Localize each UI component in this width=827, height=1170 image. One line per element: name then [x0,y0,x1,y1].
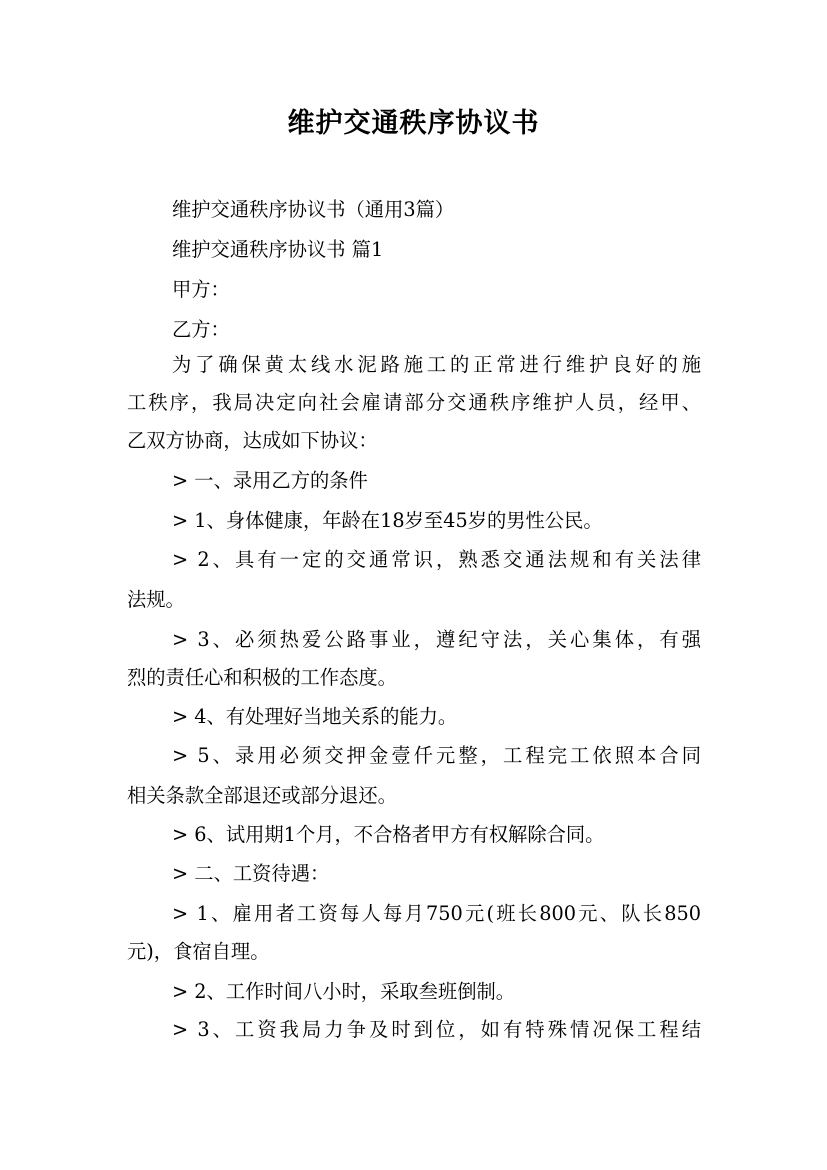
clause-line: > 1、身体健康，年龄在18岁至45岁的男性公民。 [172,509,603,532]
clause-line: > 2、工作时间八小时，采取叁班倒制。 [172,980,516,1003]
clause-line: > 4、有处理好当地关系的能力。 [172,705,458,728]
clause-line: > 3、必须热爱公路事业，遵纪守法，关心集体，有强 [172,628,701,651]
party-b-line: 乙方： [172,318,230,341]
document-title: 维护交通秩序协议书 [287,108,540,139]
clause-line: 法规。 [127,588,185,611]
clause-heading: > 一、录用乙方的条件 [172,469,368,492]
clause-line: > 2、具有一定的交通常识，熟悉交通法规和有关法律 [172,548,701,571]
subtitle-line: 维护交通秩序协议书（通用3篇） [172,198,455,221]
clause-line: > 6、试用期1个月，不合格者甲方有权解除合同。 [172,823,605,846]
paragraph-line: 乙双方协商，达成如下协议： [127,429,378,452]
clause-line: 相关条款全部退还或部分退还。 [127,784,397,807]
clause-heading: > 二、工资待遇： [172,862,330,885]
section-heading: 维护交通秩序协议书 篇1 [172,238,384,261]
paragraph-line: 为了确保黄太线水泥路施工的正常进行维护良好的施 [172,353,701,376]
clause-line: > 3、工资我局力争及时到位，如有特殊情况保工程结 [172,1018,701,1041]
clause-line: 元)，食宿自理。 [127,940,270,963]
clause-line: 烈的责任心和积极的工作态度。 [127,666,397,689]
clause-line: > 1、雇用者工资每人每月750元(班长800元、队长850 [172,902,701,925]
clause-line: > 5、录用必须交押金壹仟元整，工程完工依照本合同 [172,744,701,767]
party-a-line: 甲方： [172,278,230,301]
paragraph-line: 工秩序，我局决定向社会雇请部分交通秩序维护人员，经甲、 [127,391,701,414]
